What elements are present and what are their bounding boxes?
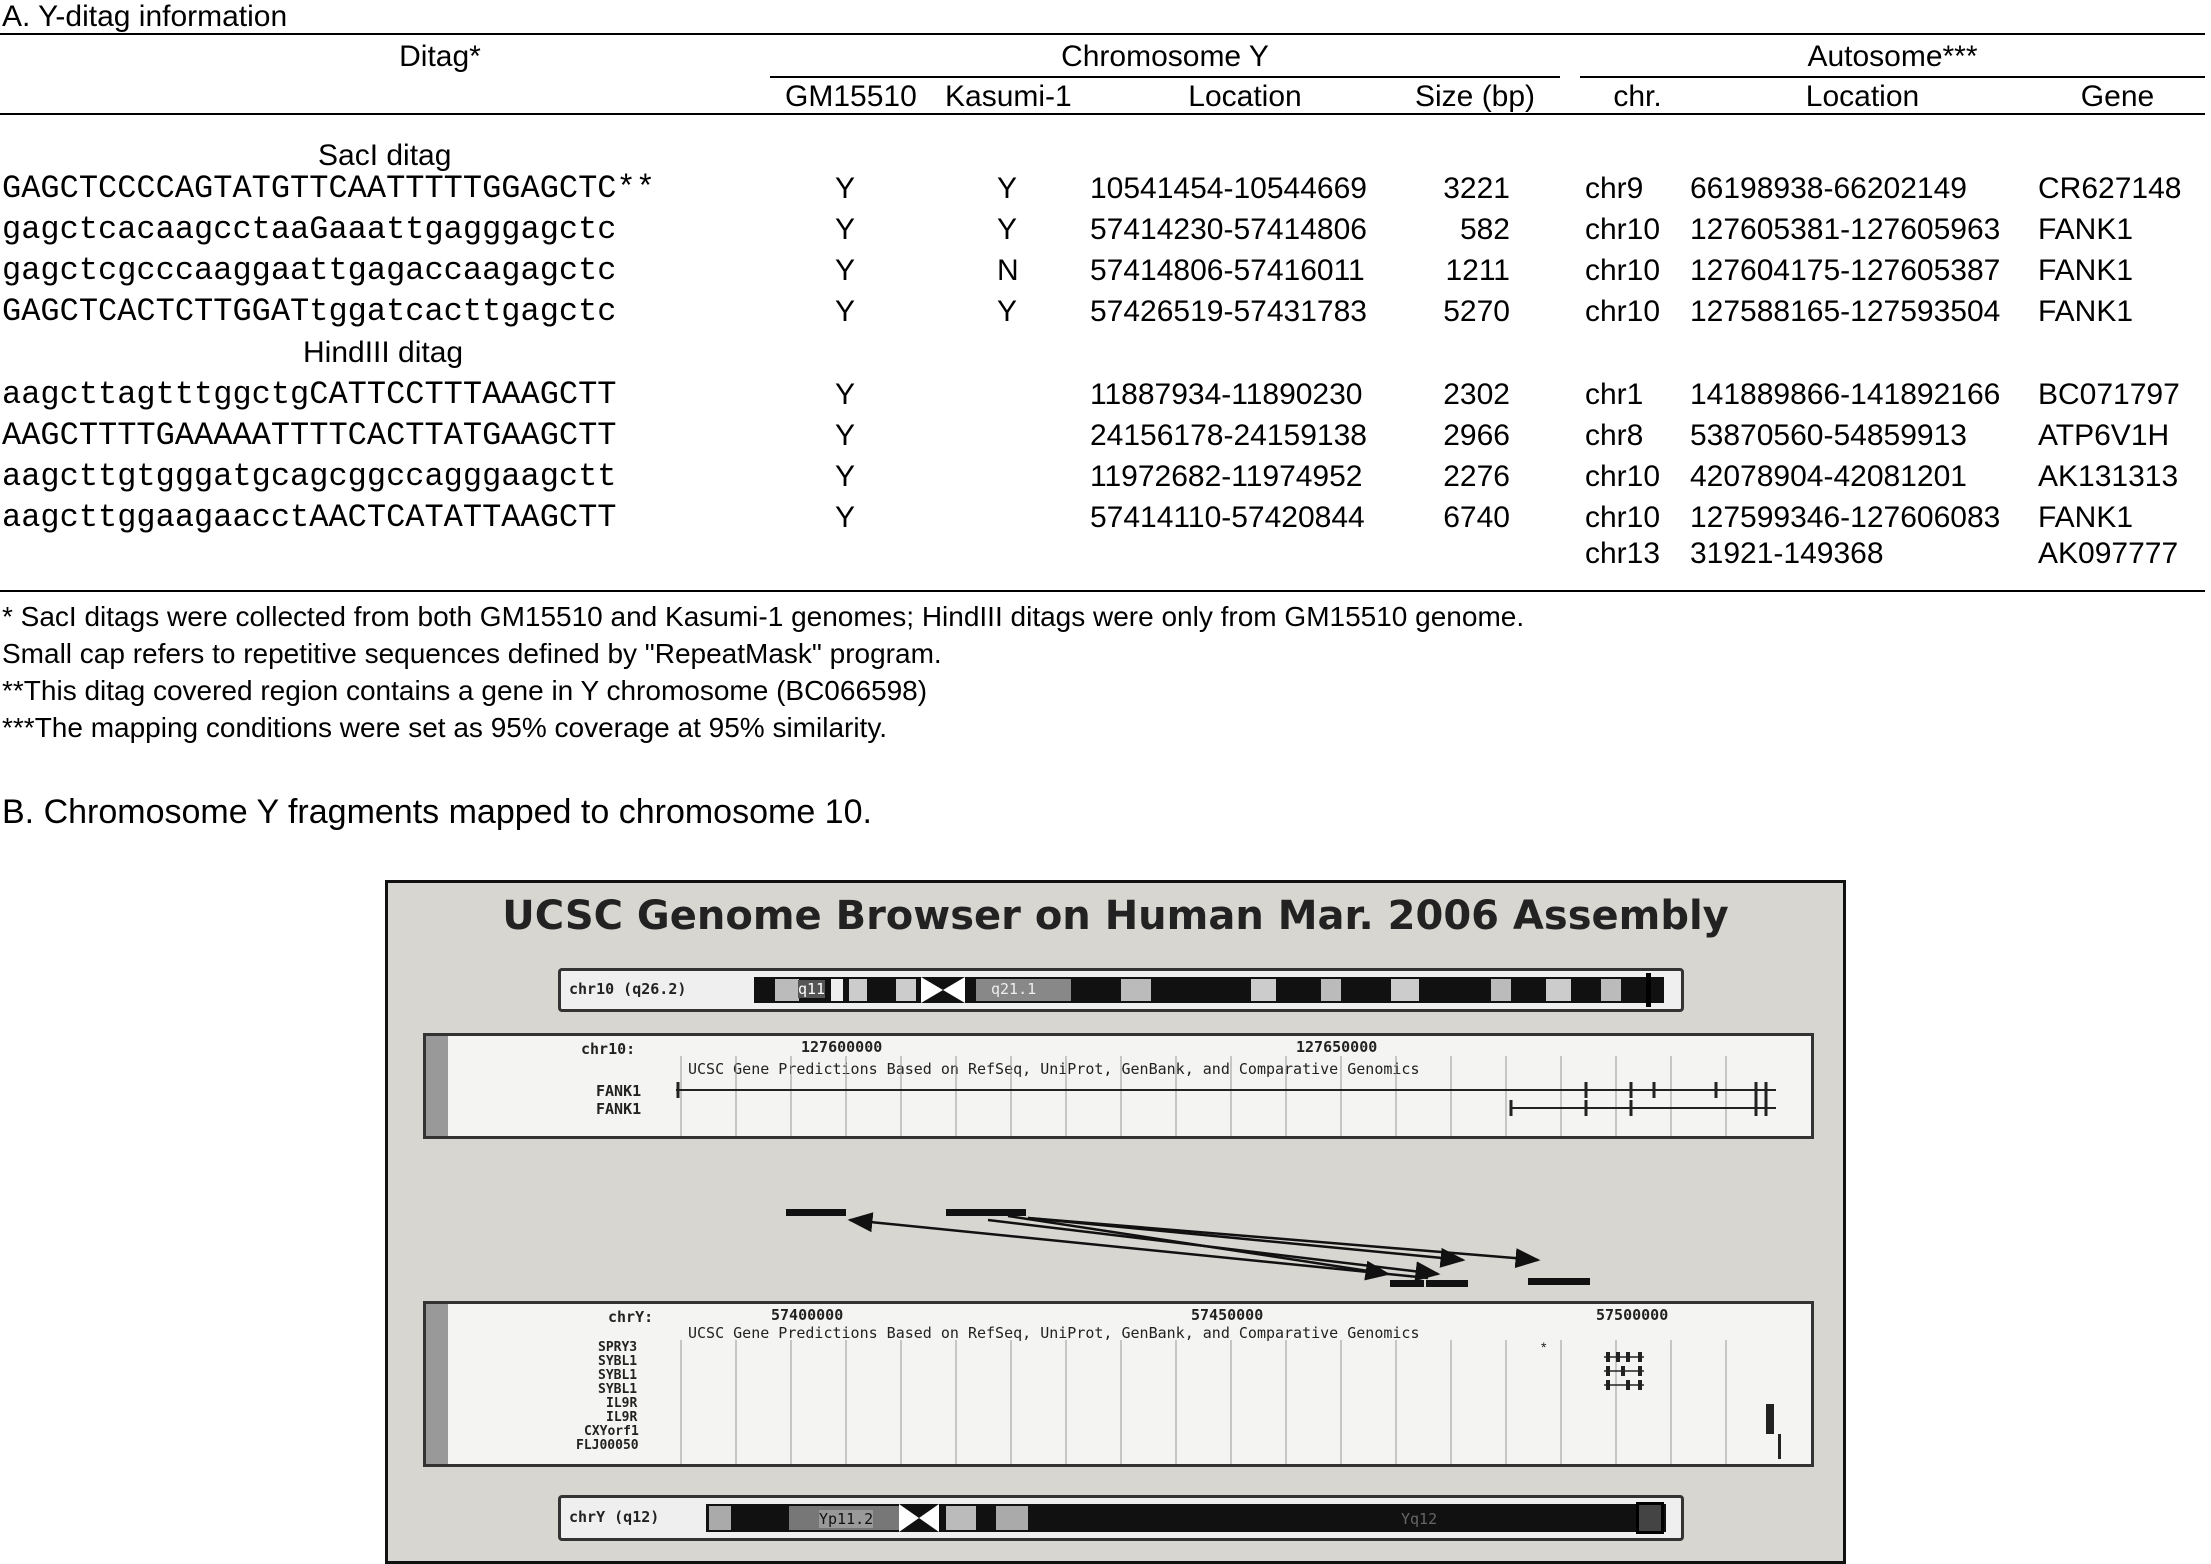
- gene-value: FANK1: [2038, 501, 2134, 534]
- header-chr: chr.: [1613, 80, 1662, 113]
- chr-value: chr10: [1585, 254, 1661, 287]
- chr-value: chr1: [1585, 378, 1644, 411]
- size-value: 582: [1459, 213, 1510, 246]
- chry-position-marker: [1636, 1502, 1664, 1534]
- chry-ideogram-label: chrY (q12): [569, 1508, 660, 1526]
- gm15510-value: Y: [835, 213, 856, 246]
- gene-label: SYBL1: [598, 1382, 638, 1397]
- mapping-arrow: [1028, 1218, 1538, 1260]
- header-ditag: Ditag*: [399, 40, 481, 73]
- chr10-band-label: q21.1: [991, 980, 1037, 998]
- chry-ideogram: [558, 1495, 1684, 1541]
- chr10-gene-track: [423, 1033, 1814, 1139]
- gene-value: AK131313: [2038, 460, 2179, 493]
- chr-value: chr8: [1585, 419, 1644, 452]
- chry-gene-track: [423, 1301, 1814, 1467]
- header-autosome-location: Location: [1805, 80, 1920, 113]
- group-label-saci: SacI ditag: [318, 139, 452, 172]
- chr-value: chr9: [1585, 172, 1644, 205]
- footnote: Small cap refers to repetitive sequences defined by "RepeatMask" program.: [2, 638, 942, 669]
- gene-label: FANK1: [596, 1100, 642, 1118]
- chr-value: chr10: [1585, 295, 1661, 328]
- kasumi-value: Y: [997, 213, 1018, 246]
- chr10-track-chr-label: chr10:: [581, 1040, 636, 1058]
- chr10-ideogram-label: chr10 (q26.2): [569, 980, 687, 998]
- chr10-gene-models: [426, 1036, 1811, 1136]
- chromosome-y-rule: [770, 76, 1560, 78]
- gm15510-value: Y: [835, 378, 856, 411]
- header-chromosome-y: Chromosome Y: [1061, 40, 1269, 73]
- footnote: **This ditag covered region contains a gene in Y chromosome (BC066598): [2, 675, 928, 706]
- autosome-location-value: 127605381-127605963: [1690, 213, 2001, 246]
- svg-text:*: *: [1541, 1339, 1547, 1355]
- gm15510-value: Y: [835, 419, 856, 452]
- gene-label: CXYorf1: [584, 1424, 639, 1439]
- ditag-sequence: GAGCTCACTCTTGGATtggatcacttgagctc: [2, 293, 617, 330]
- gene-label: SYBL1: [598, 1354, 638, 1369]
- location-value: 11887934-11890230: [1090, 378, 1363, 411]
- autosome-location-value: 141889866-141892166: [1690, 378, 2001, 411]
- section-a-title: A. Y-ditag information: [2, 0, 288, 33]
- gene-value: CR627148: [2038, 172, 2182, 205]
- genome-browser-screenshot: [385, 880, 1846, 1564]
- header-kasumi: Kasumi-1: [945, 80, 1072, 113]
- chr10-band-label: q11: [798, 980, 826, 998]
- header-size: Size (bp): [1415, 80, 1536, 113]
- gm15510-value: Y: [835, 501, 856, 534]
- size-value: 1211: [1445, 254, 1510, 287]
- location-value: 11972682-11974952: [1090, 460, 1363, 493]
- ditag-sequence: aagcttggaagaacctAACTCATATTAAGCTT: [2, 499, 617, 536]
- gene-value: AK097777: [2038, 537, 2179, 570]
- header-autosome: Autosome***: [1807, 40, 1978, 73]
- autosome-location-value: 53870560-54859913: [1690, 419, 1967, 452]
- chr10-position-marker: [1646, 973, 1651, 1007]
- ditag-sequence: aagcttagtttggctgCATTCCTTTAAAGCTT: [2, 376, 617, 413]
- ditag-sequence: gagctcacaagcctaaGaaattgagggagctc: [2, 211, 617, 248]
- ditag-sequence: AAGCTTTTGAAAAATTTTCACTTATGAAGCTT: [2, 417, 617, 454]
- fragment-bar: [786, 1209, 846, 1216]
- gene-label: FLJ00050: [576, 1438, 639, 1453]
- size-value: 2302: [1443, 378, 1510, 411]
- autosome-rule: [1580, 76, 2205, 78]
- location-value: 57414806-57416011: [1090, 254, 1365, 287]
- chry-track-title: UCSC Gene Predictions Based on RefSeq, UniProt, GenBank, and Comparative Genomics: [688, 1324, 1420, 1342]
- size-value: 6740: [1443, 501, 1510, 534]
- gm15510-value: Y: [835, 172, 856, 205]
- autosome-location-value: 127604175-127605387: [1690, 254, 2001, 287]
- kasumi-value: Y: [997, 172, 1018, 205]
- location-value: 57426519-57431783: [1090, 295, 1367, 328]
- autosome-location-value: 31921-149368: [1690, 537, 1884, 570]
- gm15510-value: Y: [835, 295, 856, 328]
- chr-value: chr10: [1585, 501, 1661, 534]
- chry-position-label: 57400000: [771, 1306, 844, 1324]
- chr10-chromosome-bar: [754, 977, 1664, 1003]
- gene-value: BC071797: [2038, 378, 2180, 411]
- gm15510-value: Y: [835, 254, 856, 287]
- chr-value: chr13: [1585, 537, 1661, 570]
- chry-band-label: Yp11.2: [819, 1510, 874, 1528]
- gene-label: SYBL1: [598, 1368, 638, 1383]
- fragment-bar: [1528, 1278, 1590, 1285]
- size-value: 5270: [1443, 295, 1510, 328]
- gene-value: ATP6V1H: [2038, 419, 2170, 452]
- chry-position-label: 57450000: [1191, 1306, 1264, 1324]
- chry-track-chr-label: chrY:: [608, 1308, 654, 1326]
- kasumi-value: N: [997, 254, 1019, 287]
- location-value: 24156178-24159138: [1090, 419, 1367, 452]
- header-gene: Gene: [2080, 80, 2155, 113]
- gene-value: FANK1: [2038, 295, 2134, 328]
- browser-title: UCSC Genome Browser on Human Mar. 2006 Assembly: [502, 893, 1729, 939]
- header-gm15510: GM15510: [785, 80, 917, 113]
- ditag-sequence: GAGCTCCCCAGTATGTTCAATTTTTGGAGCTC**: [2, 170, 655, 207]
- header-bottom-rule: [0, 113, 2205, 115]
- chry-gene-models: [426, 1304, 1811, 1464]
- table-top-rule: [0, 33, 2205, 35]
- chry-band-label: Yq12: [1401, 1510, 1438, 1528]
- gene-label: SPRY3: [598, 1340, 638, 1355]
- header-location: Location: [1188, 80, 1302, 113]
- location-value: 57414230-57414806: [1090, 213, 1367, 246]
- ditag-sequence: aagcttgtgggatgcagcggccagggaagctt: [2, 458, 617, 495]
- chr10-position-label: 127600000: [801, 1038, 883, 1056]
- gene-label: IL9R: [606, 1410, 638, 1425]
- chr10-position-label: 127650000: [1296, 1038, 1378, 1056]
- fragment-bar: [1426, 1280, 1468, 1287]
- gene-value: FANK1: [2038, 254, 2134, 287]
- autosome-location-value: 66198938-66202149: [1690, 172, 1967, 205]
- ditag-sequence: gagctcgcccaaggaattgagaccaagagctc: [2, 252, 617, 289]
- footnote: ***The mapping conditions were set as 95% coverage at 95% similarity.: [2, 712, 888, 743]
- group-label-hindiii: HindIII ditag: [303, 336, 464, 369]
- mapping-arrows: [388, 1138, 1843, 1288]
- location-value: 57414110-57420844: [1090, 501, 1365, 534]
- gene-label: IL9R: [606, 1396, 638, 1411]
- autosome-location-value: 127588165-127593504: [1690, 295, 2001, 328]
- chr-value: chr10: [1585, 213, 1661, 246]
- footnote: * SacI ditags were collected from both GM15510 and Kasumi-1 genomes; HindIII ditags were only from GM15510 genome.: [2, 601, 1525, 632]
- autosome-location-value: 127599346-127606083: [1690, 501, 2001, 534]
- gene-value: FANK1: [2038, 213, 2134, 246]
- autosome-location-value: 42078904-42081201: [1690, 460, 1967, 493]
- fragment-bar: [1390, 1280, 1424, 1287]
- gm15510-value: Y: [835, 460, 856, 493]
- chr10-track-title: UCSC Gene Predictions Based on RefSeq, UniProt, GenBank, and Comparative Genomics: [688, 1060, 1420, 1078]
- location-value: 10541454-10544669: [1090, 172, 1367, 205]
- fragment-bar: [946, 1209, 1026, 1216]
- chr10-ideogram: [558, 968, 1684, 1012]
- size-value: 3221: [1443, 172, 1510, 205]
- kasumi-value: Y: [997, 295, 1018, 328]
- table-bottom-rule: [0, 590, 2205, 592]
- section-b-title: B. Chromosome Y fragments mapped to chromosome 10.: [2, 793, 872, 831]
- chr-value: chr10: [1585, 460, 1661, 493]
- size-value: 2276: [1443, 460, 1510, 493]
- gene-label: FANK1: [596, 1082, 642, 1100]
- chry-position-label: 57500000: [1596, 1306, 1669, 1324]
- size-value: 2966: [1443, 419, 1510, 452]
